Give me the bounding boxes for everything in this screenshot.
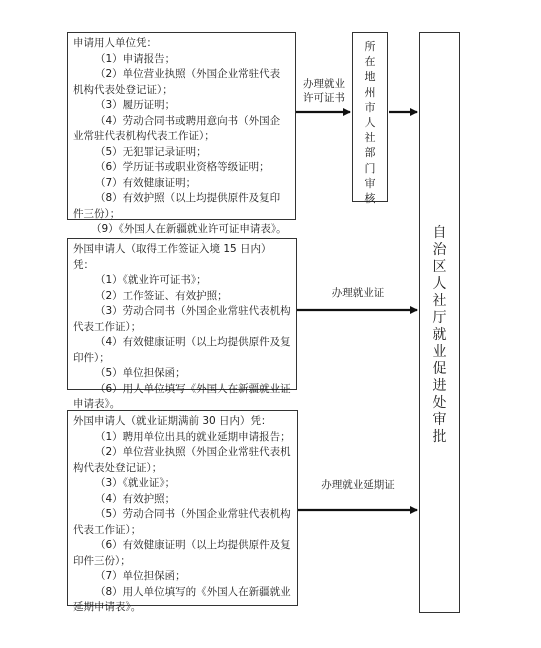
list-item: （5）单位担保函； xyxy=(95,367,186,379)
list-item: （3）《就业证》； xyxy=(95,477,176,489)
list-item: 印件三份）； xyxy=(73,554,131,567)
list-item: 构代表处登记证）； xyxy=(73,461,163,474)
list-item: （4）有效护照； xyxy=(95,492,176,505)
vertical-char: 进 xyxy=(432,378,447,394)
list-item: 印件）； xyxy=(73,351,110,364)
vertical-char: 厅 xyxy=(432,310,447,326)
vertical-char: 部 xyxy=(364,146,376,160)
requirements-box-extension xyxy=(67,410,298,613)
label-line: 办理就业 xyxy=(303,78,345,90)
list-item: （8）用人单位填写的《外国人在新疆就业 xyxy=(95,585,291,598)
vertical-char: 批 xyxy=(432,429,447,445)
label-apply-work-permit xyxy=(299,77,349,105)
list-item: 机构代表处登记证）； xyxy=(73,83,173,96)
list-item: （5）劳动合同书（外国企业常驻代表机构 xyxy=(95,508,291,520)
list-item: （4）有效健康证明（以上均提供原件及复 xyxy=(95,336,291,348)
box-heading: 外国申请人（就业证期满前 30 日内）凭： xyxy=(73,415,272,427)
list-item: （9）《外国人在新疆就业许可证申请表》。 xyxy=(91,223,287,235)
vertical-char: 人 xyxy=(364,116,376,130)
vertical-char: 自 xyxy=(432,225,447,241)
vertical-char: 审 xyxy=(432,412,447,428)
vertical-char: 业 xyxy=(432,344,447,360)
list-item: （1）《就业许可证书》； xyxy=(95,274,207,286)
list-item: （7）有效健康证明； xyxy=(95,176,197,189)
list-item: （2）单位营业执照（外国企业常驻代表 xyxy=(95,68,281,80)
label-apply-extension: 办理就业延期证 xyxy=(321,479,395,491)
list-item: （6）用人单位填写《外国人在新疆就业证 xyxy=(95,382,291,395)
vertical-char: 区 xyxy=(432,259,447,275)
vertical-char: 就 xyxy=(432,327,447,343)
regional-approval-box xyxy=(419,32,460,613)
list-item: 代表工作证）； xyxy=(73,320,142,333)
requirements-box-employer xyxy=(67,32,296,235)
list-item: （1）聘用单位出具的就业延期申请报告； xyxy=(95,430,291,443)
list-item: （4）劳动合同书或聘用意向书（外国企 xyxy=(95,114,281,127)
list-item: 件三份）； xyxy=(73,207,121,220)
list-item: （5）无犯罪记录证明； xyxy=(95,145,207,158)
vertical-char: 社 xyxy=(432,293,447,309)
box-heading: 外国申请人（取得工作签证入境 15 日内）凭： xyxy=(73,243,272,271)
vertical-char: 审 xyxy=(364,176,376,190)
list-item: （8）有效护照（以上均提供原件及复印 xyxy=(95,192,281,204)
vertical-char: 市 xyxy=(364,100,376,114)
label-apply-employment-permit: 办理就业证 xyxy=(331,287,385,299)
label-line: 许可证书 xyxy=(303,92,345,104)
vertical-char: 州 xyxy=(364,85,376,99)
list-item: （7）单位担保函； xyxy=(95,570,186,582)
vertical-char: 核 xyxy=(364,192,376,206)
box-heading: 申请用人单位凭： xyxy=(73,37,157,49)
vertical-char: 处 xyxy=(432,395,447,411)
vertical-char: 社 xyxy=(364,131,376,145)
list-item: （2）工作签证、有效护照； xyxy=(95,289,228,302)
list-item: 延期申请表》。 xyxy=(73,601,142,613)
list-item: （3）劳动合同书（外国企业常驻代表机构 xyxy=(95,305,291,317)
list-item: 申请表》。 xyxy=(73,398,121,410)
requirements-box-employment-permit xyxy=(67,238,297,410)
prefecture-review-box xyxy=(352,32,388,206)
vertical-char: 人 xyxy=(432,276,447,292)
vertical-char: 治 xyxy=(432,242,447,258)
vertical-char: 门 xyxy=(364,161,376,175)
list-item: （3）履历证明； xyxy=(95,99,176,111)
vertical-char: 在 xyxy=(364,55,376,69)
list-item: （6）学历证书或职业资格等级证明； xyxy=(95,161,270,173)
vertical-char: 所 xyxy=(364,40,376,53)
list-item: （6）有效健康证明（以上均提供原件及复 xyxy=(95,539,291,551)
list-item: （2）单位营业执照（外国企业常驻代表机 xyxy=(95,446,291,458)
list-item: 代表工作证）； xyxy=(73,523,142,536)
list-item: （1）申请报告； xyxy=(95,52,176,65)
vertical-char: 地 xyxy=(364,70,376,84)
list-item: 业常驻代表机构代表工作证）； xyxy=(73,130,215,142)
vertical-char: 促 xyxy=(432,361,447,377)
